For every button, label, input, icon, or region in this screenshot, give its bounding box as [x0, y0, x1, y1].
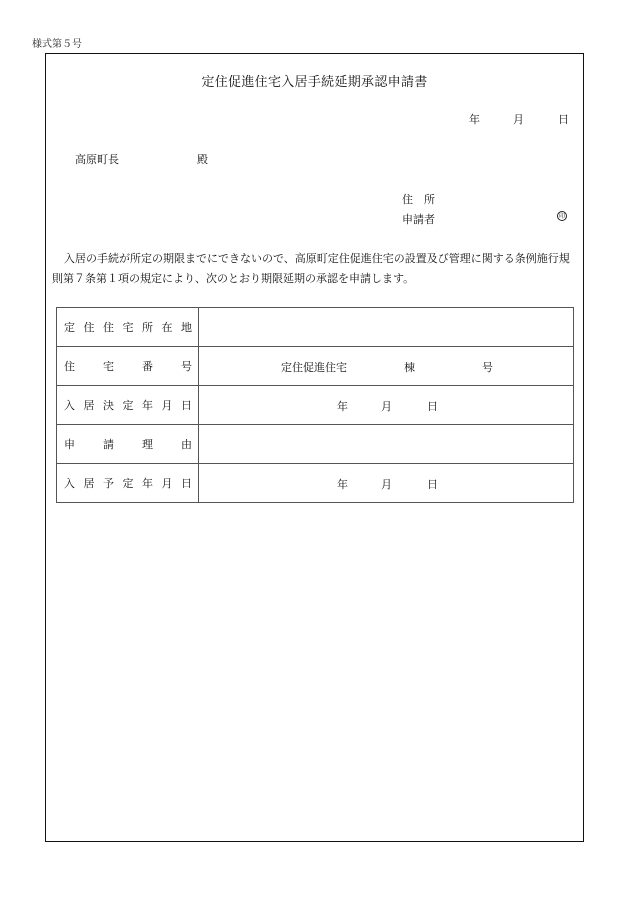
form-title: 定住促進住宅入居手続延期承認申請書: [201, 75, 428, 90]
label-char: 住: [103, 321, 114, 334]
decision-day-label: 日: [427, 400, 438, 413]
addressee-name: 高原町長: [75, 153, 119, 166]
label-char: 年: [142, 399, 153, 412]
label-char: 月: [161, 399, 173, 412]
decision-date-value-cell[interactable]: [199, 386, 574, 425]
label-char: 番: [142, 360, 153, 373]
label-char: 日: [181, 477, 192, 490]
applicant-name-label: 申請者: [402, 213, 435, 226]
decision-month-label: 月: [381, 400, 392, 413]
label-char: 理: [142, 438, 153, 451]
label-char: 居: [83, 399, 95, 412]
row-label: [57, 475, 198, 491]
row-label: [57, 319, 198, 335]
planned-date-value-cell[interactable]: [199, 464, 574, 503]
table-row: [57, 347, 574, 386]
label-char: 決: [103, 399, 114, 412]
row-label: [57, 436, 198, 452]
application-form-frame: [45, 53, 584, 842]
submission-date-day-label: 日: [558, 113, 569, 126]
label-char: 所: [142, 321, 153, 334]
location-value-cell[interactable]: [199, 308, 574, 347]
planned-month-label: 月: [381, 478, 392, 491]
label-char: 宅: [103, 360, 114, 373]
label-char: 定: [122, 399, 134, 412]
label-char: 入: [64, 477, 75, 490]
row-label: [57, 397, 198, 413]
label-char: 定: [64, 321, 75, 334]
table-row: [57, 425, 574, 464]
label-char: 日: [181, 399, 192, 412]
row-label: [57, 358, 198, 374]
label-char: 住: [83, 321, 95, 334]
reason-value-cell[interactable]: [199, 425, 574, 464]
applicant-address-label: 住 所: [402, 193, 435, 206]
table-row: [57, 308, 574, 347]
planned-year-label: 年: [337, 478, 348, 491]
row-label-cell: [57, 425, 199, 464]
label-char: 定: [122, 477, 134, 490]
label-char: 入: [64, 399, 75, 412]
label-char: 月: [161, 477, 173, 490]
form-number: 様式第５号: [32, 39, 82, 50]
label-char: 請: [103, 438, 114, 451]
decision-year-label: 年: [337, 400, 348, 413]
submission-date-year-label: 年: [469, 113, 480, 126]
table-row: [57, 464, 574, 503]
label-char: 住: [64, 360, 75, 373]
application-details-table: [56, 307, 574, 503]
label-char: 宅: [122, 321, 134, 334]
building-unit-label: 棟: [404, 361, 415, 374]
label-char: 号: [181, 360, 192, 373]
housing-prefix-text: 定住促進住宅: [281, 361, 347, 374]
application-statement: 入居の手続が所定の期限までにできないので、高原町定住促進住宅の設置及び管理に関する条例施行規則第７条第１項の規定により、次のとおり期限延期の承認を申請します。: [52, 252, 570, 285]
seal-mark: 印: [558, 213, 565, 220]
addressee-honorific: 殿: [197, 153, 208, 166]
label-char: 由: [181, 438, 192, 451]
label-char: 申: [64, 438, 75, 451]
label-char: 居: [83, 477, 95, 490]
row-label-cell: [57, 386, 199, 425]
label-char: 在: [161, 321, 173, 334]
label-char: 年: [142, 477, 153, 490]
label-char: 地: [181, 321, 192, 334]
room-unit-label: 号: [482, 361, 493, 374]
row-label-cell: [57, 464, 199, 503]
row-label-cell: [57, 347, 199, 386]
submission-date-month-label: 月: [513, 113, 524, 126]
housing-number-value-cell[interactable]: [199, 347, 574, 386]
table-row: [57, 386, 574, 425]
label-char: 予: [103, 477, 114, 490]
planned-day-label: 日: [427, 478, 438, 491]
row-label-cell: [57, 308, 199, 347]
